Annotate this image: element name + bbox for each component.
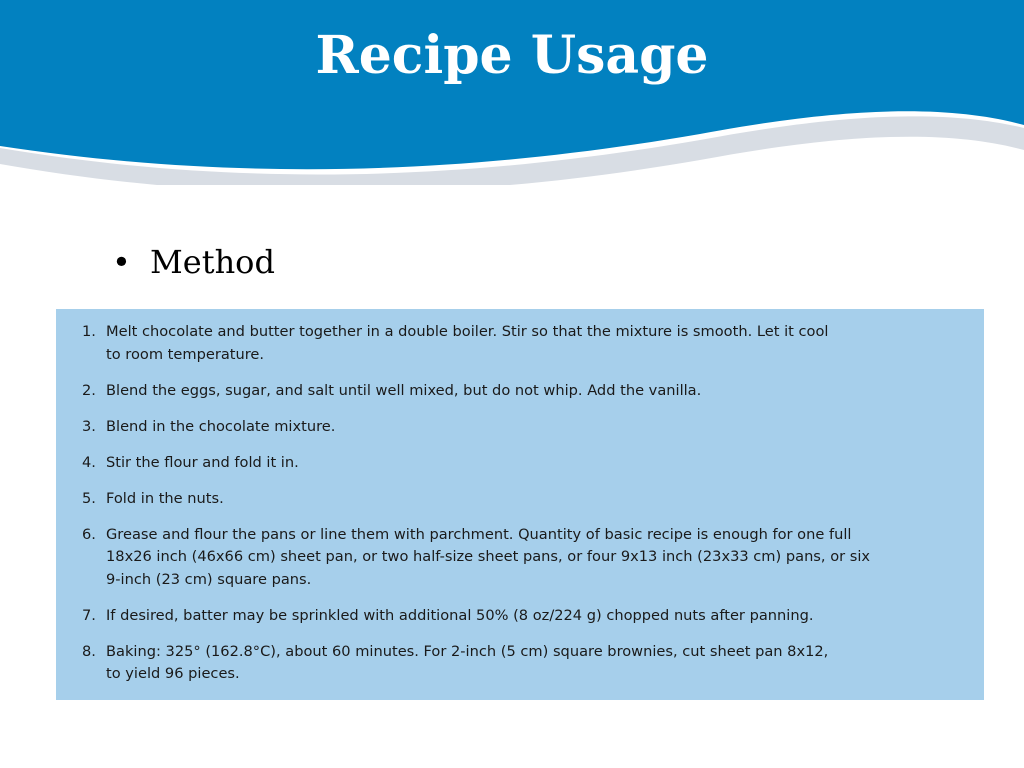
step-number: 6. bbox=[82, 525, 96, 543]
step-text bbox=[106, 416, 954, 439]
method-steps-list bbox=[82, 321, 954, 686]
step-line: to yield 96 pieces. bbox=[106, 665, 240, 682]
step-number: 3. bbox=[82, 417, 96, 435]
step-number: 7. bbox=[82, 606, 96, 624]
slide-title: Recipe Usage bbox=[315, 25, 709, 86]
step-text bbox=[106, 488, 954, 511]
method-steps-box bbox=[56, 309, 984, 700]
method-step bbox=[82, 605, 954, 628]
step-text bbox=[106, 524, 954, 592]
step-line: to room temperature. bbox=[106, 345, 265, 363]
step-number: 8. bbox=[82, 642, 96, 660]
step-text bbox=[106, 321, 954, 366]
step-text bbox=[106, 641, 954, 686]
step-line: Fold in the nuts. bbox=[106, 489, 224, 507]
method-step bbox=[82, 416, 954, 439]
step-line: Melt chocolate and butter together in a double boiler. Stir so that the mixture is smooth. Let it cool bbox=[106, 323, 829, 340]
step-line: If desired, batter may be sprinkled with additional 50% (8 oz/224 g) chopped nuts after panning. bbox=[106, 606, 814, 624]
method-step bbox=[82, 380, 954, 403]
method-step bbox=[82, 641, 954, 686]
bullet-item-method bbox=[112, 240, 275, 284]
step-line: Grease and flour the pans or line them with parchment. Quantity of basic recipe is enough for one full bbox=[106, 525, 852, 543]
method-step bbox=[82, 321, 954, 366]
step-text bbox=[106, 380, 954, 403]
step-line: 9-inch (23 cm) square pans. bbox=[106, 570, 312, 588]
step-line: Baking: 325° (162.8°C), about 60 minutes. For 2-inch (5 cm) square brownies, cut sheet pan 8x12, bbox=[106, 642, 829, 660]
step-line: Blend the eggs, sugar, and salt until well mixed, but do not whip. Add the vanilla. bbox=[106, 381, 702, 399]
bullet-label: Method bbox=[150, 243, 275, 281]
step-number: 2. bbox=[82, 381, 96, 399]
method-step bbox=[82, 524, 954, 592]
step-number: 1. bbox=[82, 323, 96, 340]
bullet-marker: • bbox=[112, 243, 131, 281]
step-line: 18x26 inch (46x66 cm) sheet pan, or two half-size sheet pans, or four 9x13 inch (23x33 cm) pans, or six bbox=[106, 548, 871, 565]
step-line: Stir the flour and fold it in. bbox=[106, 453, 299, 471]
method-step bbox=[82, 488, 954, 511]
method-step bbox=[82, 452, 954, 475]
step-number: 5. bbox=[82, 489, 96, 507]
step-text bbox=[106, 605, 954, 628]
step-text bbox=[106, 452, 954, 475]
step-line: Blend in the chocolate mixture. bbox=[106, 417, 336, 435]
step-number: 4. bbox=[82, 453, 96, 471]
